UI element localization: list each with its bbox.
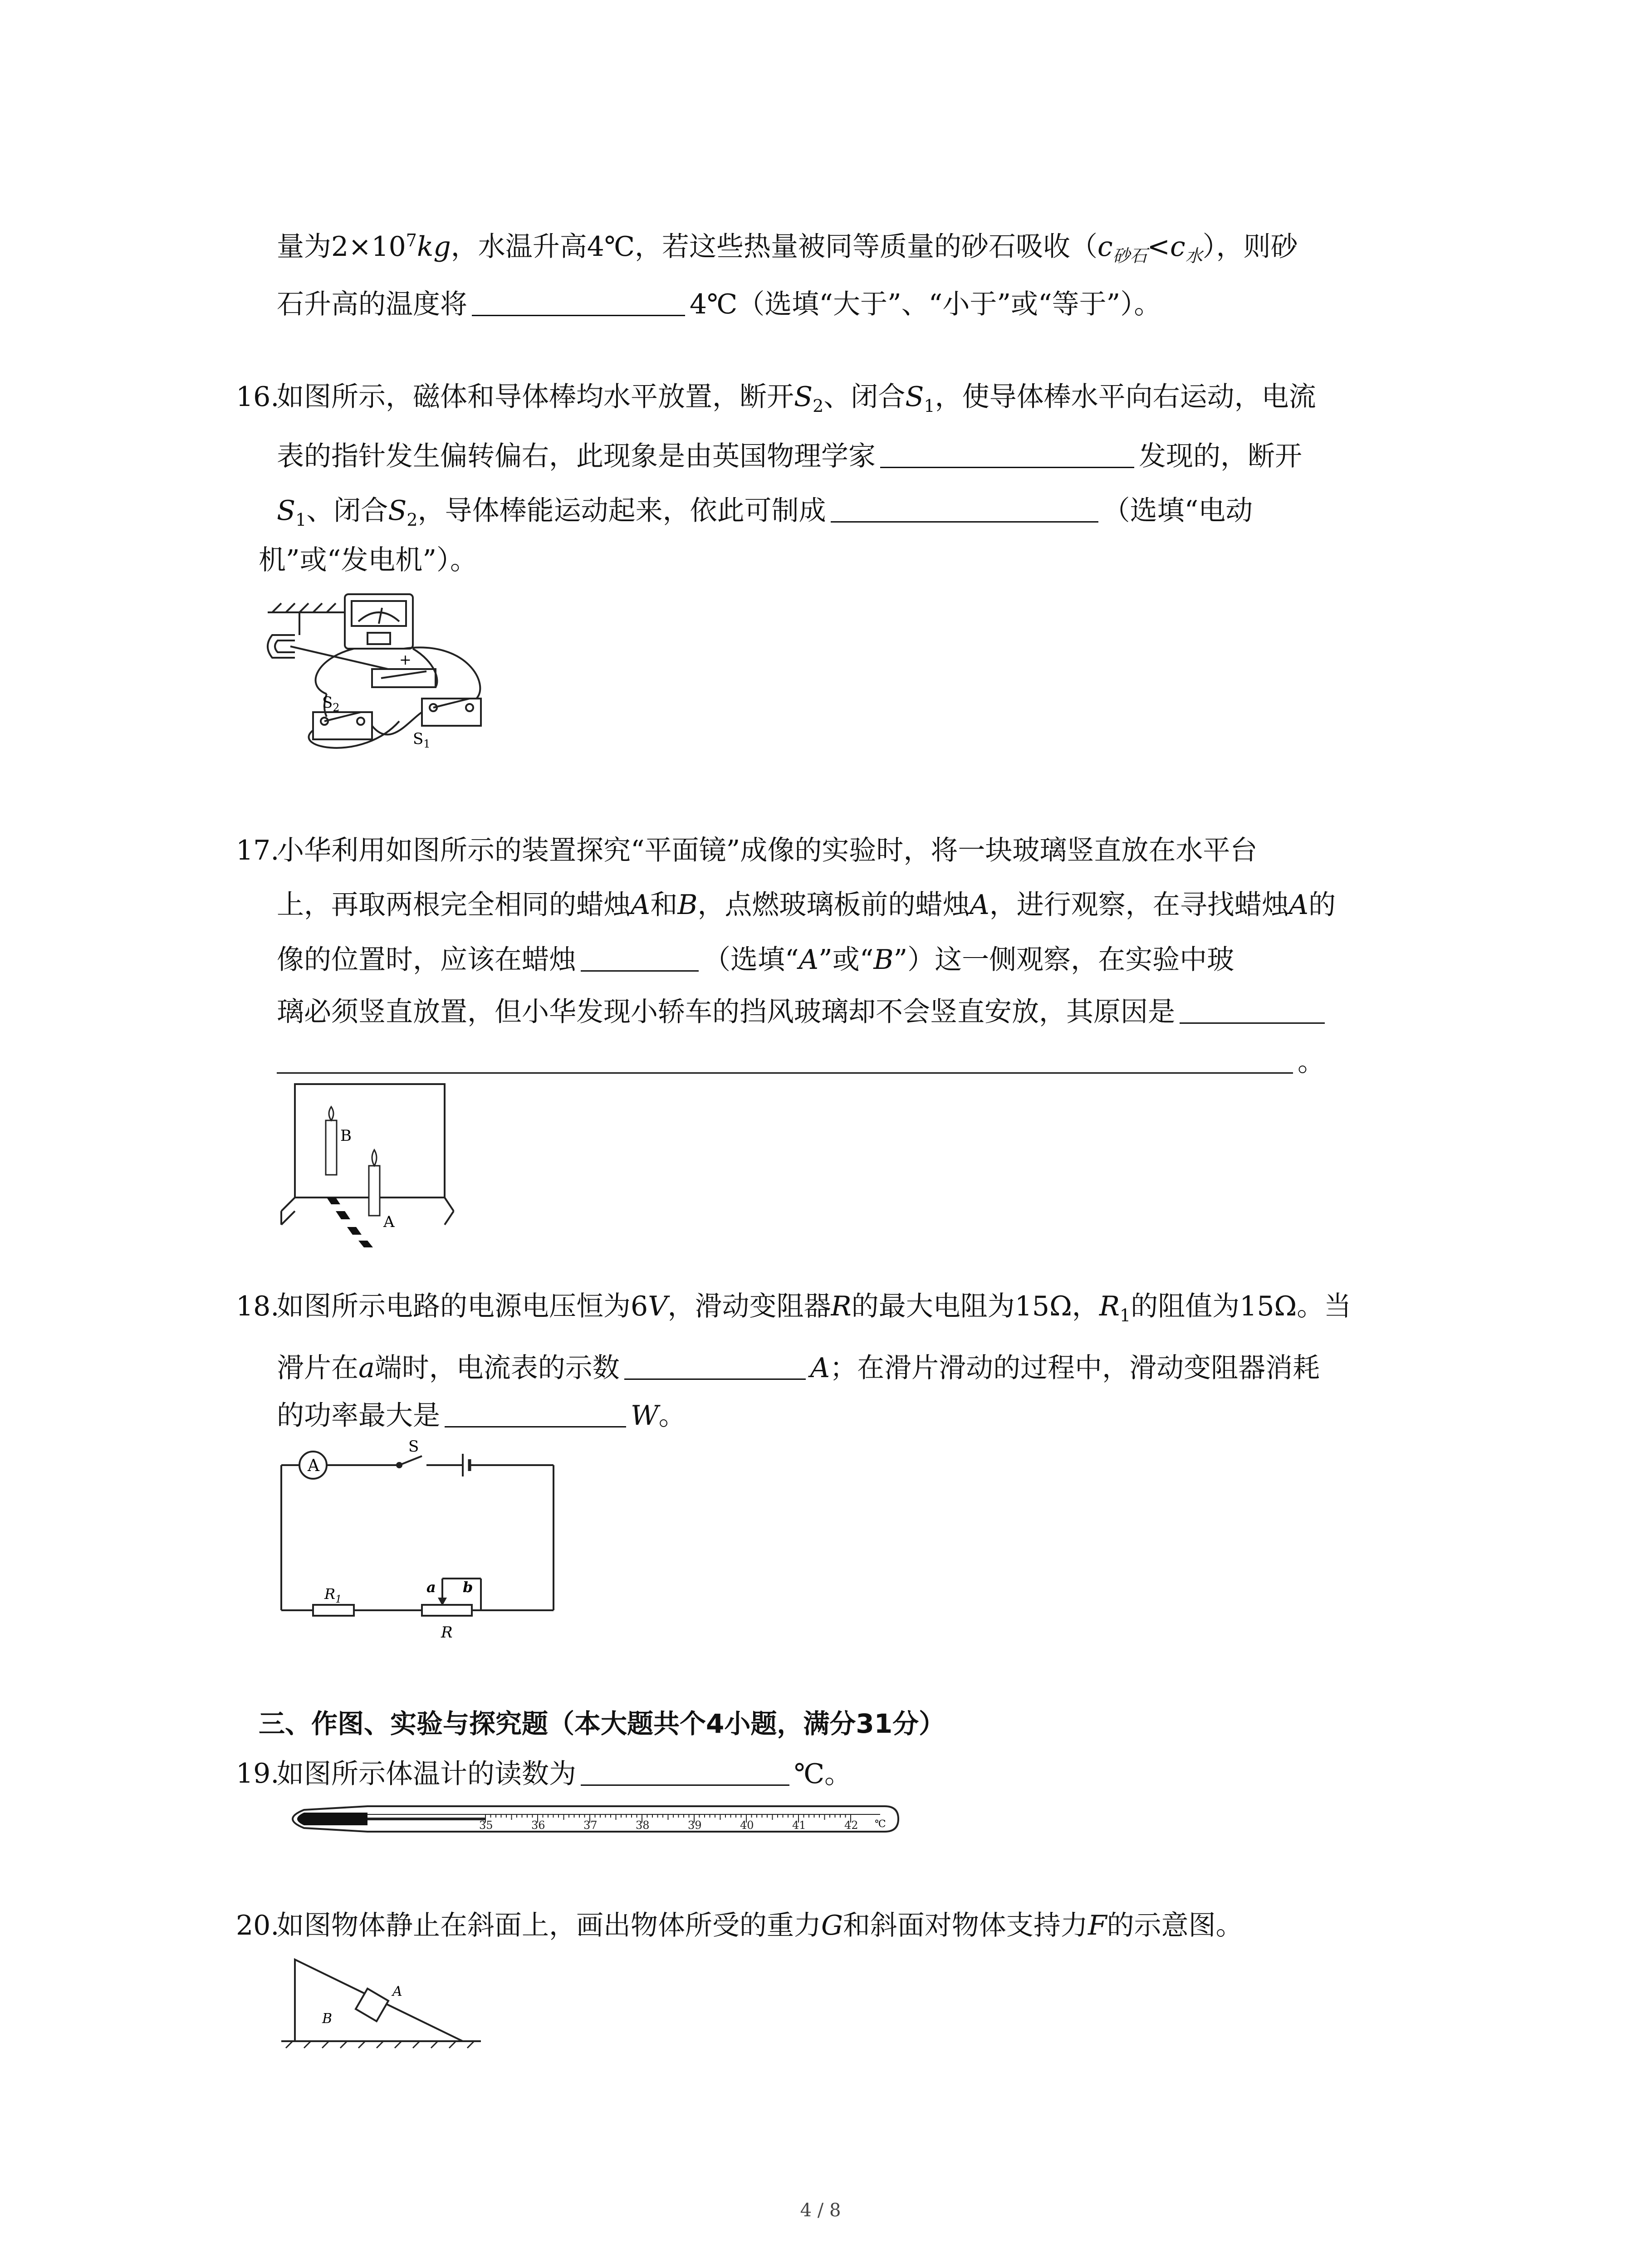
q17-option-b: B: [873, 944, 894, 976]
q17-text: 像的位置时，应该在蜡烛: [277, 944, 576, 976]
q17-text: （选填“: [703, 944, 799, 976]
q17-text: ”）这一侧观察，在实验中玻: [893, 944, 1234, 976]
thermometer-tick-label: 42: [844, 1819, 858, 1832]
q17-text: ，进行观察，在寻找蜡烛: [989, 889, 1289, 921]
q18-text: 的功率最大是: [277, 1400, 440, 1432]
q17-line4: [277, 993, 1329, 1030]
q18-unit-a: A: [810, 1352, 830, 1384]
q16-fig-plus: +: [399, 651, 411, 668]
q16-sub: 2: [813, 396, 824, 416]
q16-text: ，导体棒能运动起来，依此可制成: [417, 495, 826, 527]
q16-fig-label-s2: $S_2$: [322, 694, 340, 714]
q20-text: 如图物体静止在斜面上，画出物体所受的重力: [277, 1910, 821, 1941]
q15-c-sand: c: [1097, 231, 1113, 263]
q15-text: ），则砂: [1202, 231, 1298, 263]
q16-switch-s1: S: [905, 381, 924, 413]
q15-unit-kg: kg: [416, 231, 451, 263]
q18-number: 18.: [236, 1290, 279, 1322]
thermometer-tick-label: 39: [688, 1819, 702, 1832]
q15-sub-sand: 砂石: [1112, 246, 1147, 266]
q16-sub: 1: [295, 510, 307, 530]
thermometer-tick-label: 41: [792, 1819, 806, 1832]
q16-text: 、闭合: [823, 381, 906, 413]
q16-line4: 机”或“发电机”）。: [259, 544, 478, 576]
q17-candle-a: A: [970, 889, 989, 921]
q18-text: ，滑动变阻器: [667, 1290, 831, 1322]
q15-sub-water: 水: [1185, 246, 1203, 266]
q18-answer-blank-2[interactable]: [445, 1397, 626, 1427]
q18-text: 的阻值为15Ω。当: [1131, 1290, 1352, 1322]
section-3-title: 三、作图、实验与探究题（本大题共个4小题，满分31分）: [259, 1708, 945, 1739]
q16-text: 、闭合: [306, 495, 388, 527]
q15-exponent: 7: [406, 230, 417, 250]
q18-text: 滑片在: [277, 1352, 358, 1384]
q16-switch-s1: S: [277, 495, 296, 527]
q18-line2: [277, 1349, 1320, 1386]
q20-symbol-f: F: [1087, 1910, 1107, 1941]
q17-answer-blank-2a[interactable]: [1180, 993, 1325, 1024]
q16-figure: [263, 585, 517, 767]
q20-line: [277, 1907, 1243, 1944]
q18-figure: [277, 1438, 563, 1647]
q17-candle-b: B: [677, 889, 698, 921]
q19-unit-label: ℃: [875, 1818, 886, 1830]
q18-text: 。: [658, 1400, 686, 1432]
q18-fig-b-label: b: [463, 1579, 473, 1596]
q17-text: 上，再取两根完全相同的蜡烛: [277, 889, 631, 921]
q20-symbol-g: G: [821, 1910, 843, 1941]
q19-text: 如图所示体温计的读数为: [277, 1758, 576, 1790]
q16-line1: [277, 379, 1316, 424]
q15-text: 量为2×10: [277, 231, 406, 263]
q19-answer-blank[interactable]: [581, 1755, 789, 1786]
q17-answer-blank-1[interactable]: [581, 941, 699, 972]
q17-line1: 小华利用如图所示的装置探究“平面镜”成像的实验时，将一块玻璃竖直放在水平台: [277, 835, 1258, 866]
q17-line3: [277, 941, 1234, 978]
q18-fig-a-label: a: [426, 1579, 436, 1596]
thermometer-tick-label: 40: [740, 1819, 754, 1832]
q15-answer-blank[interactable]: [472, 286, 685, 316]
q17-option-a: A: [798, 944, 819, 976]
q15-line1: [277, 222, 1298, 274]
q16-switch-s2: S: [388, 495, 407, 527]
thermometer-tick-label: 35: [479, 1819, 493, 1832]
q20-figure: [281, 1950, 490, 2059]
thermometer-tick-label: 36: [531, 1819, 545, 1832]
q18-unit-v: V: [648, 1290, 668, 1322]
q19-text: ℃。: [794, 1758, 852, 1790]
q18-text: 的最大电阻为15Ω，: [851, 1290, 1099, 1322]
q18-text: ；在滑片滑动的过程中，滑动变阻器消耗: [830, 1352, 1320, 1384]
q16-text: 如图所示，磁体和导体棒均水平放置，断开: [277, 381, 794, 413]
q16-switch-s2: S: [794, 381, 813, 413]
q17-text: 璃必须竖直放置，但小华发现小轿车的挡风玻璃却不会竖直安放，其原因是: [277, 996, 1175, 1028]
q17-line2: [277, 887, 1336, 923]
q16-text: ，使导体棒水平向右运动，电流: [935, 381, 1316, 413]
q18-fig-r-label: R: [441, 1623, 453, 1642]
q16-sub: 1: [924, 396, 935, 416]
q19-line: [277, 1755, 852, 1792]
q17-figure: [272, 1075, 463, 1243]
q16-answer-blank-1[interactable]: [880, 438, 1134, 468]
q18-fig-switch-label: S: [408, 1437, 419, 1456]
q20-text: 和斜面对物体支持力: [843, 1910, 1088, 1941]
thermometer-tick-label: 37: [583, 1819, 598, 1832]
q15-text: 石升高的温度将: [277, 288, 467, 320]
q17-number: 17.: [236, 835, 279, 866]
q15-line2: [277, 286, 1161, 323]
q15-text: ，水温升高4℃，若这些热量被同等质量的砂石吸收（: [451, 231, 1098, 263]
q16-sub: 2: [407, 510, 418, 530]
q18-text: 端时，电流表的示数: [374, 1352, 620, 1384]
thermometer-tick-label: 38: [636, 1819, 650, 1832]
q20-fig-label-a: A: [392, 1984, 402, 1999]
q18-sub: 1: [1120, 1305, 1131, 1325]
q18-unit-w: W: [631, 1400, 659, 1432]
q19-thermometer: [277, 1796, 903, 1842]
q17-text: 的: [1308, 889, 1336, 921]
q18-line3: [277, 1397, 686, 1434]
q16-text: （选填“电动: [1102, 495, 1253, 527]
q18-fig-ammeter-label: A: [308, 1457, 319, 1475]
q19-number: 19.: [236, 1758, 279, 1789]
q18-fig-r1-label: $R_1$: [324, 1585, 342, 1605]
q18-text: 如图所示电路的电源电压恒为6: [277, 1290, 648, 1322]
q16-line2: [277, 438, 1302, 474]
q15-c-water: c: [1170, 231, 1185, 263]
q16-text: 发现的，断开: [1139, 440, 1302, 472]
q15-less-than: <: [1147, 231, 1170, 263]
q18-answer-blank-1[interactable]: [624, 1349, 806, 1380]
q17-candle-a: A: [631, 889, 651, 921]
q16-answer-blank-2[interactable]: [831, 492, 1098, 523]
page-number: 4 / 8: [800, 2200, 841, 2221]
q20-fig-label-b: B: [322, 2011, 333, 2027]
q16-fig-label-s1: $S_1$: [413, 730, 431, 750]
q16-number: 16.: [236, 381, 279, 413]
q18-symbol-r1: R: [1099, 1290, 1120, 1322]
q16-text: 表的指针发生偏转偏右，此现象是由英国物理学家: [277, 440, 876, 472]
q17-candle-a: A: [1288, 889, 1309, 921]
q17-text: ，点燃玻璃板前的蜡烛: [697, 889, 970, 921]
q18-end-a: a: [358, 1352, 375, 1384]
q16-line3: [277, 492, 1253, 538]
q20-number: 20.: [236, 1910, 279, 1941]
q17-fig-label-b: B: [340, 1127, 352, 1145]
q17-line5: [277, 1043, 1325, 1080]
q18-line1: [277, 1288, 1351, 1334]
q17-text: ”或“: [818, 944, 874, 976]
q17-fig-label-a: A: [383, 1213, 395, 1231]
q15-text: 4℃（选填“大于”、“小于”或“等于”）。: [690, 288, 1161, 320]
q20-text: 的示意图。: [1107, 1910, 1243, 1941]
q17-answer-blank-2b[interactable]: [277, 1043, 1293, 1074]
q17-text: 和: [650, 889, 678, 921]
q18-symbol-r: R: [831, 1290, 852, 1322]
q17-text: 。: [1298, 1046, 1325, 1078]
